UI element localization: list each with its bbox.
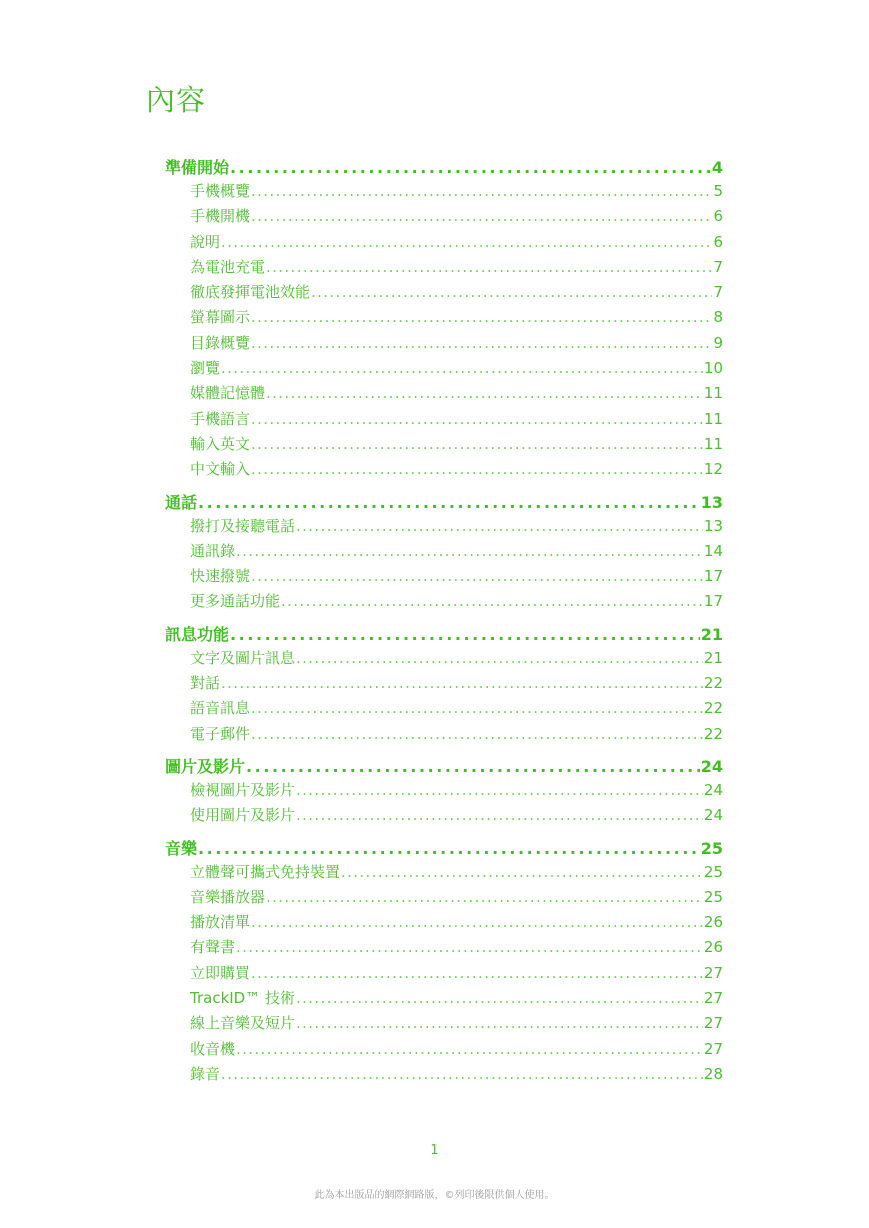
toc-entry[interactable] — [165, 306, 723, 331]
toc-entry-page: 17 — [703, 592, 723, 611]
toc-entry-label: 瀏覽 — [190, 359, 221, 378]
toc-entry-label: 語音訊息 — [190, 699, 251, 718]
dot-leader — [296, 649, 703, 667]
dot-leader — [221, 359, 703, 377]
toc-entry-label: 為電池充電 — [190, 257, 266, 276]
toc-entry-label: 徹底發揮電池效能 — [190, 283, 311, 302]
toc-entry-label: 目錄概覽 — [190, 333, 251, 352]
toc-entry[interactable] — [165, 180, 723, 205]
toc-entry[interactable] — [165, 672, 723, 697]
toc-section — [165, 155, 723, 484]
toc-entry[interactable] — [165, 697, 723, 722]
toc-entry[interactable] — [165, 256, 723, 281]
toc-entry-page: 25 — [703, 887, 723, 906]
dot-leader — [296, 806, 703, 824]
toc-entry-page: 11 — [703, 384, 723, 403]
toc-entry-page: 6 — [713, 232, 723, 251]
toc-entry-label: 撥打及接聽電話 — [190, 516, 296, 535]
toc-entry-page: 14 — [703, 541, 723, 560]
toc-chapter-page: 13 — [700, 492, 723, 512]
toc-entry-label: 中文輸入 — [190, 460, 251, 479]
toc-chapter-page: 4 — [711, 158, 723, 177]
toc-entry-label: 電子郵件 — [190, 724, 251, 743]
dot-leader — [251, 308, 712, 326]
toc-entry[interactable] — [165, 779, 723, 804]
toc-entry[interactable] — [165, 647, 723, 672]
toc-chapter-title: 圖片及影片 — [165, 756, 246, 776]
toc-entry-page: 27 — [703, 1014, 723, 1033]
toc-chapter-row[interactable] — [165, 155, 723, 180]
toc-entry-page: 24 — [703, 806, 723, 825]
toc-chapter-title: 準備開始 — [165, 158, 230, 177]
toc-entry-page: 7 — [713, 257, 723, 276]
toc-chapter-title: 音樂 — [165, 838, 198, 858]
dot-leader — [251, 964, 703, 982]
toc-entry[interactable] — [165, 515, 723, 540]
toc-entry[interactable] — [165, 357, 723, 382]
toc-entry-label: 輸入英文 — [190, 434, 251, 453]
toc-chapter-page: 24 — [700, 756, 723, 776]
toc-chapter-row[interactable] — [165, 836, 723, 861]
toc-section — [165, 622, 723, 748]
toc-entry[interactable] — [165, 1012, 723, 1037]
dot-leader — [296, 781, 703, 799]
dot-leader — [251, 567, 703, 585]
dot-leader — [281, 592, 703, 610]
toc-entry-label: 手機概覽 — [190, 182, 251, 200]
dot-leader — [230, 158, 711, 177]
toc-entry[interactable] — [165, 804, 723, 829]
toc-entry-page: 9 — [713, 333, 723, 352]
table-of-contents — [165, 155, 723, 1094]
dot-leader — [251, 334, 712, 352]
dot-leader — [221, 233, 712, 251]
toc-entry[interactable] — [165, 205, 723, 230]
toc-entry-page: 26 — [703, 938, 723, 957]
toc-chapter-title: 通話 — [165, 492, 198, 512]
dot-leader — [236, 938, 703, 956]
dot-leader — [296, 517, 703, 535]
toc-entry[interactable] — [165, 962, 723, 987]
toc-entry[interactable] — [165, 433, 723, 458]
dot-leader — [251, 207, 712, 225]
dot-leader — [251, 460, 703, 478]
toc-entry[interactable] — [165, 1063, 723, 1088]
toc-entry-label: 收音機 — [190, 1039, 236, 1058]
toc-entry-page: 24 — [703, 780, 723, 799]
toc-entry-page: 11 — [703, 434, 723, 453]
toc-entry[interactable] — [165, 408, 723, 433]
toc-entry-label: 使用圖片及影片 — [190, 806, 296, 825]
dot-leader — [266, 258, 712, 276]
dot-leader — [266, 384, 703, 402]
dot-leader — [251, 182, 712, 200]
toc-entry[interactable] — [165, 540, 723, 565]
toc-entry-page: 27 — [703, 989, 723, 1008]
toc-entry-page: 25 — [703, 862, 723, 881]
toc-entry-label: 檢視圖片及影片 — [190, 780, 296, 799]
toc-entry[interactable] — [165, 987, 723, 1012]
dot-leader — [296, 989, 703, 1007]
toc-entry-page: 27 — [703, 963, 723, 982]
toc-entry-label: 立體聲可攜式免持裝置 — [190, 862, 341, 881]
toc-entry-page: 11 — [703, 409, 723, 428]
toc-entry-page: 27 — [703, 1039, 723, 1058]
toc-entry-page: 6 — [713, 207, 723, 226]
toc-chapter-row[interactable] — [165, 754, 723, 779]
toc-entry-page: 22 — [703, 724, 723, 743]
toc-entry-label: 通訊錄 — [190, 541, 236, 560]
toc-entry-page: 28 — [703, 1064, 723, 1083]
dot-leader — [341, 863, 703, 881]
toc-section — [165, 754, 723, 830]
dot-leader — [266, 888, 703, 906]
toc-entry[interactable] — [165, 382, 723, 407]
toc-chapter-page: 25 — [700, 838, 723, 858]
page-title: 內容 — [146, 83, 207, 117]
dot-leader — [221, 674, 703, 692]
toc-entry-page: 17 — [703, 567, 723, 586]
toc-entry-page: 7 — [713, 283, 723, 302]
dot-leader — [251, 913, 703, 931]
toc-entry-label: 線上音樂及短片 — [190, 1014, 296, 1033]
toc-entry-page: 26 — [703, 913, 723, 932]
toc-entry-page: 21 — [703, 648, 723, 667]
toc-chapter-page: 21 — [700, 624, 723, 644]
toc-entry-label: 螢幕圖示 — [190, 308, 251, 327]
toc-entry-label: 播放清單 — [190, 913, 251, 932]
toc-entry[interactable] — [165, 565, 723, 590]
toc-entry-page: 10 — [703, 359, 723, 378]
toc-entry[interactable] — [165, 911, 723, 936]
toc-entry-label: 對話 — [190, 674, 221, 693]
toc-section — [165, 836, 723, 1089]
dot-leader — [221, 1065, 703, 1083]
toc-entry[interactable] — [165, 861, 723, 886]
toc-entry-label: 說明 — [190, 232, 221, 251]
toc-entry[interactable] — [165, 458, 723, 483]
toc-entry[interactable] — [165, 1038, 723, 1063]
toc-entry-label: 錄音 — [190, 1064, 221, 1083]
toc-entry-page: 22 — [703, 699, 723, 718]
toc-entry-page: 12 — [703, 460, 723, 479]
toc-entry[interactable] — [165, 332, 723, 357]
toc-entry[interactable] — [165, 723, 723, 748]
toc-chapter-row[interactable] — [165, 490, 723, 515]
toc-entry-label: 音樂播放器 — [190, 887, 266, 906]
dot-leader — [311, 283, 712, 301]
toc-entry-label: TrackID™ 技術 — [190, 989, 295, 1008]
dot-leader — [246, 757, 700, 776]
toc-entry-label: 手機開機 — [190, 207, 251, 226]
dot-leader — [230, 625, 700, 644]
dot-leader — [236, 542, 703, 560]
toc-entry-label: 手機語言 — [190, 409, 251, 428]
toc-entry-label: 快速撥號 — [190, 567, 251, 586]
dot-leader — [198, 493, 700, 512]
dot-leader — [251, 699, 703, 717]
toc-entry[interactable] — [165, 886, 723, 911]
toc-entry-label: 立即購買 — [190, 963, 251, 982]
toc-entry-label: 媒體記憶體 — [190, 384, 266, 403]
dot-leader — [251, 435, 703, 453]
toc-entry-page: 5 — [713, 182, 723, 200]
toc-chapter-title: 訊息功能 — [165, 624, 230, 644]
dot-leader — [236, 1040, 703, 1058]
toc-entry-page: 22 — [703, 674, 723, 693]
toc-entry-label: 文字及圖片訊息 — [190, 648, 296, 667]
toc-entry[interactable] — [165, 590, 723, 615]
dot-leader — [251, 410, 703, 428]
toc-entry[interactable] — [165, 281, 723, 306]
dot-leader — [251, 725, 703, 743]
dot-leader — [296, 1014, 703, 1032]
toc-entry[interactable] — [165, 936, 723, 961]
toc-section — [165, 490, 723, 616]
toc-entry[interactable] — [165, 231, 723, 256]
toc-chapter-row[interactable] — [165, 622, 723, 647]
toc-entry-page: 8 — [713, 308, 723, 327]
toc-entry-label: 更多通話功能 — [190, 592, 281, 611]
toc-entry-label: 有聲書 — [190, 938, 236, 957]
footer-note: 此為本出版品的網際網路版，©列印後限供個人使用。 — [314, 1190, 555, 1201]
dot-leader — [198, 839, 700, 858]
page-number: 1 — [430, 1143, 439, 1158]
toc-entry-page: 13 — [703, 516, 723, 535]
